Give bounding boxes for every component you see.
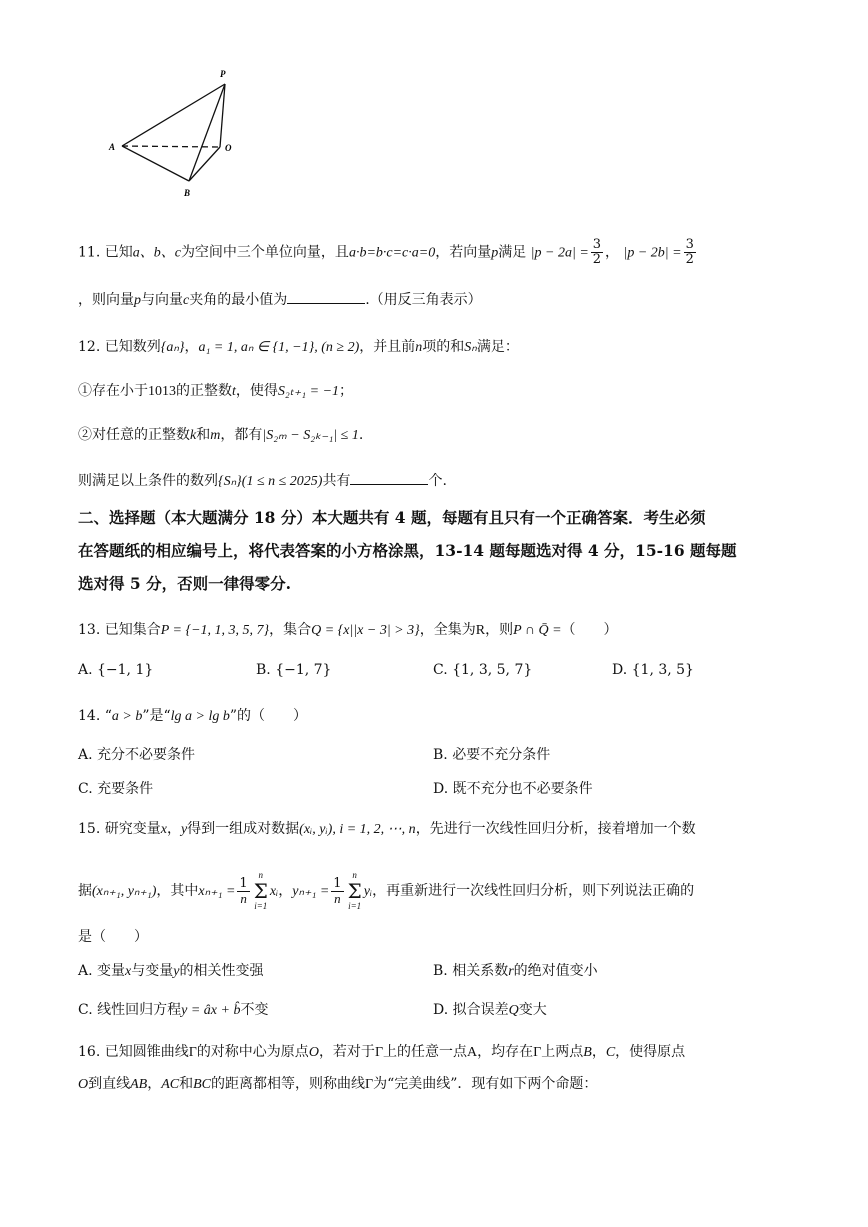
q13-R: R [475,623,486,638]
label-B: B [184,188,191,198]
q11-line2-text: ，则向量 [78,292,134,308]
q15-text2: ，先进行一次线性回归分析，接着增加一个数 [415,821,696,837]
q15-line3: 是（ ） [78,929,148,945]
section2-line2: 在答题纸的相应编号上，将代表答案的小方格涂黑，13-14 题每题选对得 4 分，15-16 题每题 [78,541,737,560]
q15-comma: ， [166,821,181,837]
q15-optC-text: C. 线性回归方程 [78,1002,182,1018]
q11-cond2: |p − 2b| = [623,245,682,261]
q13-text2: ，全集为 [419,622,476,638]
edge-PB [189,84,225,181]
frac-den: 2 [592,252,602,267]
q12-c2-text: ②对任意的正整数 [78,427,190,443]
q16-C: C [605,1045,616,1060]
edge-BO [189,147,220,181]
q15-prefix: 15. 研究变量 [78,821,161,837]
frac-num: 3 [685,237,694,252]
q12-c1-text3: ，使得 [235,383,278,399]
edge-AO-dashed [122,146,220,147]
q16-BC: BC [193,1077,212,1092]
q13-option-B[interactable]: B. {−1, 7} [256,662,332,678]
q15-y: y [180,822,188,837]
frac-num: 1 [239,875,248,891]
q15-x: x [160,822,167,837]
q12-c1-t: t [232,384,236,399]
q12-c2-eq: |S₂ₘ − S₂ₖ₋₁| ≤ 1 [262,428,359,443]
q15-newpair: (xₙ₊₁, yₙ₊₁) [92,884,157,899]
q12-l4-text2: 共有 [322,473,351,489]
q15-pairs: (xᵢ, yᵢ), i = 1, 2, ⋯, n [299,822,416,837]
q11-cond1: |p − 2a| = [530,245,589,261]
q15-yn1: yₙ₊₁ = [292,884,330,899]
q15-optB-r: r [508,964,514,979]
q12-sn: Sₙ [464,340,477,355]
q16-gamma2: Γ [374,1045,384,1060]
q13-text: ，集合 [269,622,312,638]
q14-text: ”是“ [142,708,171,724]
label-P: P [220,69,226,79]
q13-set-Q: Q = {x||x − 3| > 3} [311,623,420,638]
q16-B: B [583,1045,592,1060]
q12-answer-blank[interactable] [350,470,428,485]
q11-line2-text2: 与向量 [141,292,183,308]
q12-c2-k: k [190,428,197,443]
q14-option-D[interactable]: D. 既不充分也不必要条件 [433,781,593,797]
q11-frac2 [684,238,696,267]
sum-top: n [258,870,264,880]
q12-l4-seq: {Sₙ}(1 ≤ n ≤ 2025) [218,474,323,489]
frac-den: 2 [685,252,694,267]
q14-prefix: 14. “ [78,708,112,724]
q16-l2-text: 到直线 [88,1076,131,1092]
pyramid-figure [100,60,250,205]
q16-l2-text3: 为“完美曲线”．现有如下两个命题： [373,1076,598,1092]
q12-text3: 满足： [476,339,519,355]
q15-text: 得到一组成对数据 [187,821,300,837]
q16-line1 [78,1042,685,1063]
q16-text5: 上两点 [541,1044,584,1060]
q11-line2-text4: .（用反三角表示） [365,292,482,308]
label-A: A [109,142,116,152]
q12-l4-text: 则满足以上条件的数列 [78,473,218,489]
sum-bottom: i=1 [348,901,362,911]
q11-text3: 满足 [498,244,527,261]
q11-text2: ，若向量 [435,244,492,261]
q15-sum-x [254,870,268,912]
q16-AB: AB [130,1077,148,1092]
q12-prefix: 12. 已知数列 [78,339,161,355]
q16-prefix: 16. 已知圆锥曲线 [78,1044,189,1060]
q16-O2: O [78,1077,89,1092]
q14-option-B[interactable]: B. 必要不充分条件 [433,747,551,763]
q14-cond1: a > b [111,709,143,724]
q11-line1: 11. 已知a、b、c为空间中三个单位向量，且a·b=b·c=c·a=0，若向量p满足 |p − 2a| = $\frac{3}{2}$ ， |p − 2b| = $\frac{3}{2}$ [78,237,694,267]
q12-c1-text: ①存在小于 [78,383,148,399]
q15-option-C[interactable] [78,1000,268,1021]
q16-text: 的对称中心为原点 [196,1044,309,1060]
q16-gamma4: Γ [365,1077,374,1092]
q13-stem [78,620,618,641]
q11-prefix: 11. 已知 [78,244,133,261]
q15-line1 [78,819,696,840]
frac-den: n [240,890,247,906]
q14-text2: ”的（ ） [229,708,308,724]
q16-AC: AC [161,1077,180,1092]
q11-answer-blank[interactable] [287,289,365,304]
q15-frac-y [331,877,343,906]
q15-optA-text3: 的相关性变强 [179,963,264,979]
q15-line2 [78,870,694,912]
q13-option-C[interactable]: C. {1, 3, 5, 7} [433,662,533,678]
q15-optB-text: B. 相关系数 [433,963,509,979]
q13-option-A[interactable]: A. {−1, 1} [78,662,154,678]
q12-c2-end: . [358,427,364,443]
q16-text3: 上的任意一点 [383,1044,468,1060]
q15-xn1: xₙ₊₁ = [198,884,236,899]
q16-text2: ，若对于 [318,1044,375,1060]
q12-c2-m: m [210,428,221,443]
q15-optD-text2: 变大 [518,1002,547,1018]
q15-optA-y: y [173,964,180,979]
q16-l2-text2: 的距离都相等，则称曲线 [211,1076,366,1092]
q12-cond1 [78,381,353,402]
q15-frac-x [237,877,249,906]
edge-PO [220,84,225,147]
q16-gamma3: Γ [533,1045,542,1060]
frac-num: 1 [333,875,342,891]
q15-l2-text: ，其中 [156,883,199,899]
q15-optC-text2: 不变 [240,1002,269,1018]
q15-yi: yᵢ [363,884,373,899]
q15-l2-comma: ， [278,883,293,899]
q16-l2-and: 和 [179,1076,194,1092]
q11-vectors: a、b、c [132,245,181,261]
q12-comma: ， [184,339,199,355]
sum-top: n [352,870,357,880]
q11-condition: a·b=b·c=c·a=0 [348,245,436,261]
q15-optA-x: x [125,964,132,979]
q15-optB-text2: 的绝对值变小 [513,963,598,979]
q13-set-P: P = {−1, 1, 3, 5, 7} [160,623,270,638]
frac-den: n [334,890,341,906]
q14-cond2: lg a > lg b [170,709,230,724]
q16-l2-comma: ， [147,1076,162,1092]
q11-frac1 [591,238,603,267]
edge-AB [122,146,189,181]
section2-line1: 二、选择题（本大题满分 18 分）本大题共有 4 题，每题有且只有一个正确答案．考生必须 [78,508,706,527]
q15-optD-Q: Q [508,1003,519,1018]
section2-line3: 选对得 5 分，否则一律得零分. [78,574,291,593]
q14-option-C[interactable]: C. 充要条件 [78,781,154,797]
q15-sum-y [348,870,362,912]
q12-text: ，并且前 [359,339,416,355]
q13-option-D[interactable]: D. {1, 3, 5} [612,662,694,678]
q13-paren: （ ） [561,622,618,638]
q14-stem [78,706,307,727]
q11-vector-p: p [491,245,499,261]
q12-n: n [415,340,423,355]
q12-line4 [78,470,447,492]
frac-num: 3 [592,237,602,252]
q13-prefix: 13. 已知集合 [78,622,161,638]
q15-optA-text: A. 变量 [78,963,126,979]
q15-option-A[interactable] [78,961,263,982]
q16-comma: ， [591,1044,606,1060]
q13-text3: ，则 [485,622,514,638]
q11-vector-p2: p [134,293,141,308]
q16-text6: ，使得原点 [615,1044,686,1060]
q12-c1-text2: 的正整数 [176,383,232,399]
edge-AP [122,84,225,146]
q11-line2 [78,289,482,311]
q11-line2-text3: 夹角的最小值为 [189,292,288,308]
sum-symbol: Σ [347,879,362,903]
q12-c2-text2: 和 [196,427,211,443]
q15-xi: xᵢ [269,884,279,899]
q15-optD-text: D. 拟合误差 [433,1002,509,1018]
q16-gamma: Γ [188,1045,197,1060]
sum-symbol: Σ [253,879,268,903]
q12-line1 [78,337,519,358]
q12-l4-end: 个. [428,473,447,489]
q14-option-A[interactable]: A. 充分不必要条件 [78,747,196,763]
q16-A: A [467,1045,478,1060]
q12-seq: {aₙ} [160,340,185,355]
q16-text4: ，均存在 [477,1044,534,1060]
q12-text2: 项的和 [422,339,465,355]
sum-bottom: i=1 [254,901,268,911]
q12-cond: a₁ = 1, aₙ ∈ {1, −1}, (n ≥ 2) [198,340,360,355]
q15-optA-text2: 与变量 [131,963,174,979]
q15-l2-prefix: 据 [78,883,92,899]
q15-optC-eq: y = âx + b̂ [181,1003,241,1018]
q12-c1-num: 1013 [148,384,176,399]
q11-vector-c: c [183,293,190,308]
q12-c1-eq: S₂ₜ₊₁ = −1 [277,384,340,399]
q15-l2-text2: ，再重新进行一次线性回归分析，则下列说法正确的 [372,883,695,899]
q16-O: O [308,1045,319,1060]
label-O: O [225,143,232,153]
q16-line2 [78,1074,597,1095]
q12-cond2 [78,425,363,446]
q12-c2-text3: ，都有 [220,427,263,443]
q15-option-B[interactable] [433,961,598,982]
q13-expr: P ∩ Q̄ = [513,623,562,638]
q15-option-D[interactable] [433,1000,547,1021]
q12-c1-end: ； [339,383,354,399]
q11-text: 为空间中三个单位向量，且 [180,244,349,261]
